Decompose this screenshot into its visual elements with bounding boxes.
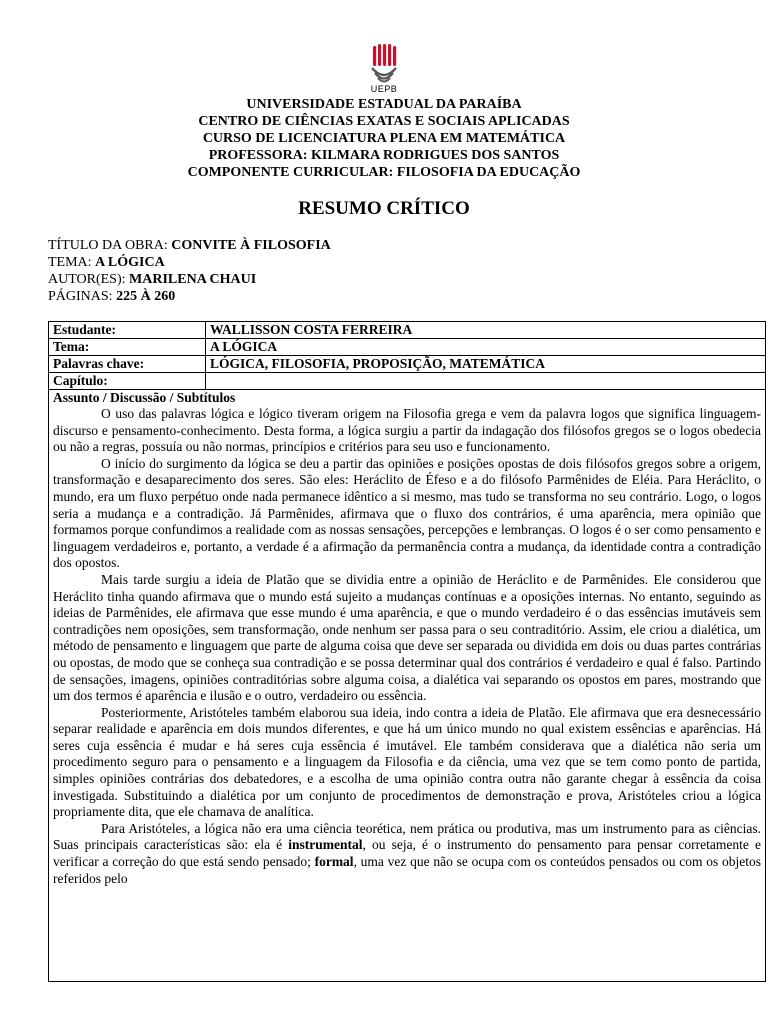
paragraph-1: O uso das palavras lógica e lógico tiveram origem na Filosofia grega e vem da palavra logos que significa linguagem-discurso e pensamento-conhecimento. Desta forma, a lógica surgiu a partir da indagação dos filósofos gregos se o logos obedecia ou não a regras, possuía ou não normas, princípios e critérios para seu uso e funcionamento. [53, 406, 761, 455]
palavras-label: Palavras chave: [49, 356, 206, 373]
paragraph-5: Para Aristóteles, a lógica não era uma ciência teorética, nem prática ou produtiva, mas um instrumento para as ciências. Suas principais características são: ela é instrumental, ou seja, é o instrumento do pensamento para pensar corretamente e verificar a correção do que está sendo pensado; formal, uma vez que não se ocupa com os conteúdos pensados ou com os objetos referidos pelo [53, 820, 761, 886]
estudante-value: WALLISSON COSTA FERREIRA [206, 322, 766, 339]
header-center: CENTRO DE CIÊNCIAS EXATAS E SOCIAIS APLICADAS [198, 114, 570, 129]
summary-box [48, 321, 766, 982]
assunto-label: Assunto / Discussão / Subtítulos [53, 390, 236, 405]
meta-autor: AUTOR(ES): MARILENA CHAUI [48, 272, 257, 287]
capitulo-label: Capítulo: [49, 373, 206, 390]
paragraph-3: Mais tarde surgiu a ideia de Platão que se dividia entre a opinião de Heráclito e de Parmênides. Ele considerou que Heráclito tinha quando afirmava que o mundo está sujeito a mudanças contínuas e a oposições internas. No entanto, seguindo as ideias de Parmênides, ele afirmava que esse mundo é uma aparência, e que o mundo verdadeiro é o das essências imutáveis sem contradições nem oposições, sem transformação, onde nenhum ser passa para o seu contraditório. Assim, ele criou a dialética, um método de pensamento e linguagem que parte de alguma coisa que deve ser separada ou dividida em dois ou duas partes contrárias ou opostas, de modo que se conheça sua contradição e se possa determinar qual dos contrários é verdadeiro e qual é falso. Partindo de sensações, imagens, opiniões contraditórias sobre alguma coisa, a dialética vai separando os opostos em pares, mostrando que um dos termos é aparência e ilusão e o outro, verdadeiro ou essência. [53, 571, 761, 704]
summary-content [49, 406, 765, 887]
institution-header [0, 96, 768, 181]
term-formal: formal [314, 854, 354, 870]
term-instrumental: instrumental [288, 837, 363, 853]
estudante-label: Estudante: [49, 322, 206, 339]
header-course: CURSO DE LICENCIATURA PLENA EM MATEMÁTICA [202, 131, 566, 146]
paragraph-4: Posteriormente, Aristóteles também elaborou sua ideia, indo contra a ideia de Platão. Ele afirmava que era desnecessário separar realidade e aparência em dois mundos diferentes, e que há um único mundo no qual existem essências e aparências. Há seres cuja essência é mudar e há seres cuja essência é imutável. Ele também considerava que a dialética não seria um procedimento seguro para o pensamento e a linguagem da Filosofia e da ciência, uma vez que se tem como ponto de partida, simples opiniões contrárias dos debatedores, e a escolha de uma opinião contra outra não garante chegar à essência da coisa investigada. Substituindo a dialética por um conjunto de procedimentos de demonstração e prova, Aristóteles criou a lógica propriamente dita, que ele chamava de analítica. [53, 704, 761, 820]
paragraph-2: O início do surgimento da lógica se deu a partir das opiniões e posições opostas de dois filósofos gregos sobre a origem, transformação e desaparecimento dos seres. São eles: Heráclito de Éfeso e a do filósofo Parmênides de Eléia. Para Heráclito, o mundo, era um fluxo perpétuo onde nada permanece idêntico a si mesmo, mas tudo se transforma no seu contrário. Logo, o logos seria a mudança e a contradição. Já Parmênides, afirmava que o fluxo dos contrários, é uma aparência, mera opinião que formamos porque confundimos a realidade com as nossas sensações, percepções e lembranças. O logos é o ser como pensamento e linguagem verdadeiros e, portanto, a verdade é a afirmação da permanência contra a mudança, da identidade contra a contradição dos opostos. [53, 455, 761, 571]
tema-label: Tema: [49, 339, 206, 356]
header-university: UNIVERSIDADE ESTADUAL DA PARAÍBA [246, 97, 522, 112]
header-professor: PROFESSORA: KILMARA RODRIGUES DOS SANTOS [208, 148, 560, 163]
capitulo-value [206, 373, 766, 390]
meta-paginas: PÁGINAS: 225 À 260 [48, 289, 176, 304]
tema-value: A LÓGICA [206, 339, 766, 356]
table-row [49, 322, 765, 339]
table-row [49, 356, 765, 373]
work-metadata [48, 237, 331, 305]
header-component: COMPONENTE CURRICULAR: FILOSOFIA DA EDUCAÇÃO [187, 165, 581, 180]
document-title: RESUMO CRÍTICO [298, 198, 470, 219]
palavras-value: LÓGICA, FILOSOFIA, PROPOSIÇÃO, MATEMÁTICA [206, 356, 766, 373]
table-row [49, 339, 765, 356]
table-row [49, 373, 765, 390]
info-table [49, 322, 765, 390]
logo-text: UEPB [370, 84, 398, 94]
meta-tema: TEMA: A LÓGICA [48, 255, 165, 270]
meta-titulo: TÍTULO DA OBRA: CONVITE À FILOSOFIA [48, 238, 331, 253]
